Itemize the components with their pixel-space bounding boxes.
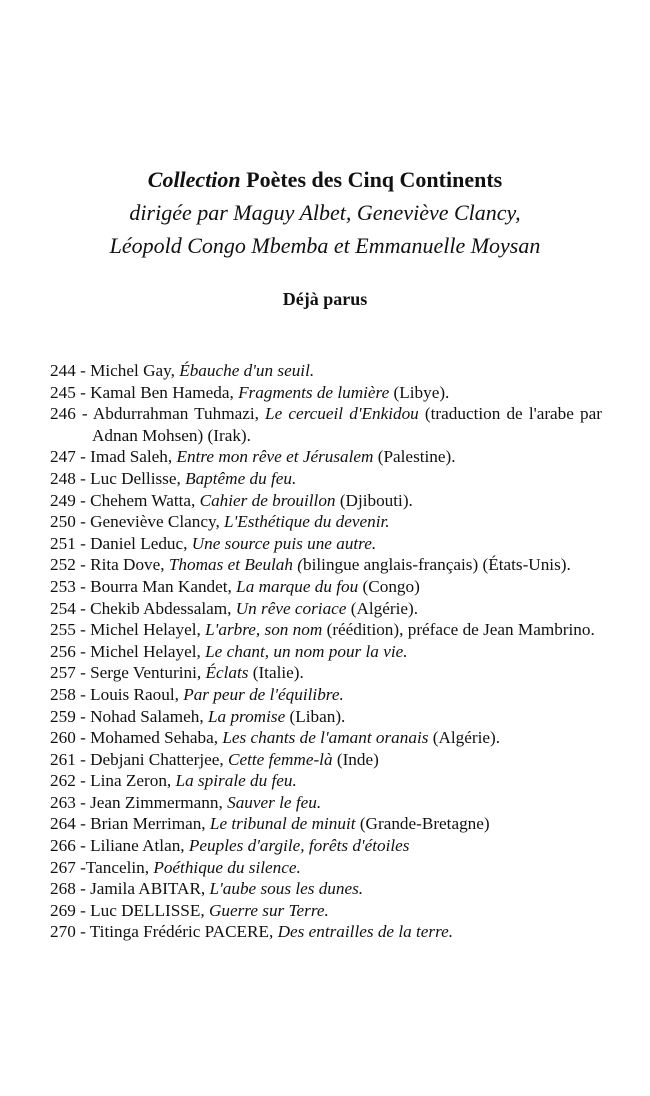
- entry-title: Poéthique du silence.: [153, 857, 301, 877]
- section-title: Déjà parus: [282, 289, 368, 309]
- collection-title: [0, 163, 650, 196]
- entry-title: Par peur de l'équilibre.: [183, 684, 344, 704]
- entry-title: L'arbre, son nom: [205, 620, 323, 640]
- entry-note: (Liban).: [285, 706, 346, 726]
- list-item: [50, 619, 602, 641]
- list-item: [50, 792, 602, 814]
- entry-author: 257 - Serge Venturini,: [50, 663, 206, 683]
- entry-title: Le cercueil d'Enkidou: [265, 404, 419, 424]
- entry-author: 246 - Abdurrahman Tuhmazi,: [50, 404, 266, 424]
- entry-title: Le chant, un nom pour la vie.: [205, 641, 408, 661]
- editors-line-2: Léopold Congo Mbemba et Emmanuelle Moysan: [109, 233, 541, 258]
- entry-author: 259 - Nohad Salameh,: [50, 706, 208, 726]
- entry-title: Éclats: [205, 663, 249, 683]
- entry-author: 249 - Chehem Watta,: [50, 490, 200, 510]
- entry-note: (Inde): [332, 749, 379, 769]
- entry-author: 258 - Louis Raoul,: [50, 684, 184, 704]
- entry-note: (traduction de l'arabe par Adnan Mohsen) (Irak).: [92, 404, 602, 445]
- list-item: [50, 576, 602, 598]
- entry-title: Une source puis une autre.: [191, 533, 377, 553]
- entry-title: La marque du fou: [236, 576, 359, 596]
- entry-title: La promise: [208, 706, 286, 726]
- entry-author: 260 - Mohamed Sehaba,: [50, 728, 223, 748]
- list-item: [50, 511, 602, 533]
- entry-note: bilingue anglais-français) (États-Unis).: [303, 555, 571, 575]
- entry-title: Sauver le feu.: [227, 792, 322, 812]
- entry-author: 264 - Brian Merriman,: [50, 814, 210, 834]
- list-item: [50, 468, 602, 490]
- entry-note: (Algérie).: [428, 728, 501, 748]
- list-item: [50, 727, 602, 749]
- entry-author: 266 - Liliane Atlan,: [50, 836, 189, 856]
- entry-author: 247 - Imad Saleh,: [50, 447, 177, 467]
- entry-title: Ébauche d'un seuil.: [179, 361, 315, 380]
- entry-title: Les chants de l'amant oranais: [222, 728, 429, 748]
- entry-title: Peuples d'argile, forêts d'étoiles: [188, 836, 410, 856]
- list-item: [50, 533, 602, 555]
- list-item: [50, 749, 602, 771]
- entry-author: 252 - Rita Dove,: [50, 555, 169, 575]
- list-item: [50, 835, 602, 857]
- list-item: [50, 770, 602, 792]
- entry-title: Baptême du feu.: [185, 468, 297, 488]
- collection-header: [0, 163, 650, 262]
- entry-title: Guerre sur Terre.: [208, 900, 329, 920]
- list-item: [50, 706, 602, 728]
- entry-author: 251 - Daniel Leduc,: [50, 533, 192, 553]
- entry-note: (Palestine).: [373, 447, 456, 467]
- published-list: [50, 360, 602, 943]
- entry-author: 262 - Lina Zeron,: [50, 771, 176, 791]
- entry-title: Entre mon rêve et Jérusalem: [176, 447, 374, 467]
- entry-title: Des entrailles de la terre.: [277, 922, 454, 942]
- entry-author: 244 - Michel Gay,: [50, 361, 180, 380]
- list-item: [50, 813, 602, 835]
- entry-note: (Grande-Bretagne): [355, 814, 490, 834]
- entry-author: 270 - Titinga Frédéric PACERE,: [50, 922, 278, 942]
- list-item: [50, 382, 602, 404]
- list-item: [50, 641, 602, 663]
- list-item: [50, 662, 602, 684]
- list-item: [50, 900, 602, 922]
- entry-author: 263 - Jean Zimmermann,: [50, 792, 228, 812]
- entry-title: La spirale du feu.: [175, 771, 297, 791]
- list-item: [50, 554, 602, 576]
- entry-note: (Congo): [358, 576, 420, 596]
- list-item: [50, 878, 602, 900]
- entry-author: 269 - Luc DELLISSE,: [50, 900, 209, 920]
- entry-author: 267 -Tancelin,: [50, 857, 154, 877]
- list-item: [50, 490, 602, 512]
- list-item: [50, 403, 602, 446]
- collection-name: Poètes des Cinq Continents: [240, 167, 503, 192]
- entry-title: L'aube sous les dunes.: [209, 879, 364, 899]
- entry-title: Fragments de lumière: [238, 382, 390, 402]
- editors-line-1: dirigée par Maguy Albet, Geneviève Clancy,: [129, 200, 521, 225]
- entry-note: (Italie).: [248, 663, 304, 683]
- entry-author: 256 - Michel Helayel,: [50, 641, 206, 661]
- entry-note: (Algérie).: [346, 598, 419, 618]
- entry-author: 268 - Jamila ABITAR,: [50, 879, 210, 899]
- entry-author: 248 - Luc Dellisse,: [50, 468, 186, 488]
- entry-title: Cette femme-là: [228, 749, 333, 769]
- entry-note: (réédition), préface de Jean Mambrino.: [322, 620, 595, 640]
- entry-title: Le tribunal de minuit: [209, 814, 356, 834]
- list-item: [50, 598, 602, 620]
- entry-title: Un rêve coriace: [235, 598, 347, 618]
- entry-author: 253 - Bourra Man Kandet,: [50, 576, 237, 596]
- list-item: [50, 446, 602, 468]
- entry-note: (Djibouti).: [335, 490, 413, 510]
- entry-title: L'Esthétique du devenir.: [224, 512, 390, 532]
- entry-author: 261 - Debjani Chatterjee,: [50, 749, 229, 769]
- list-item: [50, 684, 602, 706]
- entry-note: (Libye).: [389, 382, 450, 402]
- entry-author: 255 - Michel Helayel,: [50, 620, 206, 640]
- list-item: [50, 857, 602, 879]
- entry-title: Cahier de brouillon: [199, 490, 336, 510]
- entry-author: 254 - Chekib Abdessalam,: [50, 598, 236, 618]
- entry-author: 250 - Geneviève Clancy,: [50, 512, 225, 532]
- list-item: [50, 921, 602, 943]
- collection-word: Collection: [147, 167, 241, 192]
- list-item: [50, 360, 602, 382]
- entry-author: 245 - Kamal Ben Hameda,: [50, 382, 239, 402]
- entry-title: Thomas et Beulah (: [168, 555, 304, 575]
